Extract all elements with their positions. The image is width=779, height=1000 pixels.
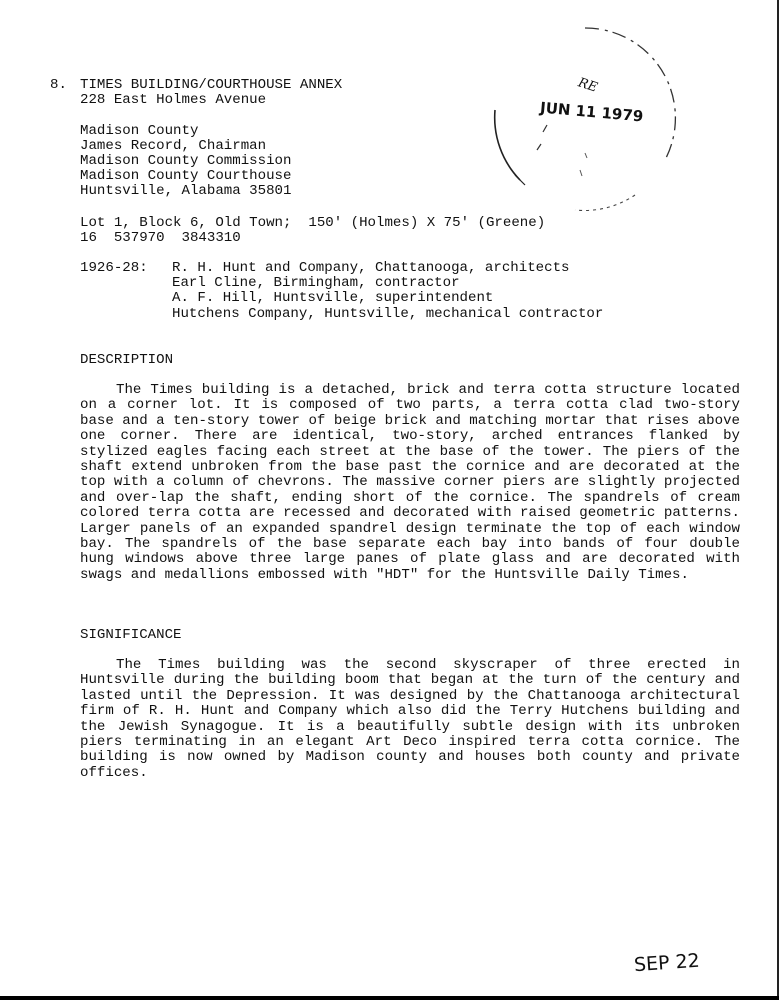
owner-line: Madison County Courthouse (80, 168, 292, 184)
property-address: 228 East Holmes Avenue (80, 92, 267, 108)
owner-line: Madison County Commission (80, 153, 292, 169)
significance-paragraph: The Times building was the second skyscraper of three erected in Huntsville during the building boom that began at the turn of the century and lasted until the Depression. It was designed by the Chattanooga architectural firm of R. H. Hunt and Company which also did the Terry Hutchens building and the Jewish Synagogue. It is a beautifully subtle design with its unbroken piers terminating in an elegant Art Deco inspired terra cotta cornice. The building is now owned by Madison county and houses both county and private offices. (80, 657, 740, 781)
credit-line: R. H. Hunt and Company, Chattanooga, architects (172, 260, 570, 276)
credit-line: A. F. Hill, Huntsville, superintendent (172, 290, 494, 306)
description-heading: DESCRIPTION (80, 352, 174, 368)
utm-reference: 16 537970 3843310 (80, 230, 241, 246)
item-number: 8. (50, 77, 67, 93)
owner-line: Madison County (80, 123, 199, 139)
property-name: TIMES BUILDING/COURTHOUSE ANNEX (80, 77, 343, 93)
stamp-date: JUN 11 1979 (539, 98, 644, 126)
handwritten-date-note: SEP 22 (633, 949, 701, 977)
description-paragraph: The Times building is a detached, brick and terra cotta structure located on a corner lot. It is composed of two parts, a terra cotta clad two-story base and a ten-story tower of beige brick and matching mortar that rises above one corner. There are identical, two-story, arched entrances flanked by stylized eagles facing each street at the base of the tower. The piers of the shaft extend unbroken from the base past the cornice and are decorated at the top with a column of chevrons. The massive corner piers are slightly projected and over-lap the shaft, ending short of the cornice. The spandrels of cream colored terra cotta are recessed and decorated with raised geometric patterns. Larger panels of an expanded spandrel design terminate the top of each window bay. The spandrels of the base separate each bay into bands of four double hung windows above three large panes of plate glass and are decorated with swags and medallions embossed with "HDT" for the Huntsville Daily Times. (80, 382, 740, 583)
owner-line: James Record, Chairman (80, 138, 267, 154)
scan-edge-bottom (0, 996, 779, 1000)
lot-description: Lot 1, Block 6, Old Town; 150' (Holmes) X 75' (Greene) (80, 215, 546, 231)
stamp-received-mark: RE (576, 75, 600, 96)
construction-dates: 1926-28: (80, 260, 148, 276)
credit-line: Hutchens Company, Huntsville, mechanical contractor (172, 306, 604, 322)
owner-line: Huntsville, Alabama 35801 (80, 183, 292, 199)
credit-line: Earl Cline, Birmingham, contractor (172, 275, 460, 291)
significance-heading: SIGNIFICANCE (80, 627, 182, 643)
